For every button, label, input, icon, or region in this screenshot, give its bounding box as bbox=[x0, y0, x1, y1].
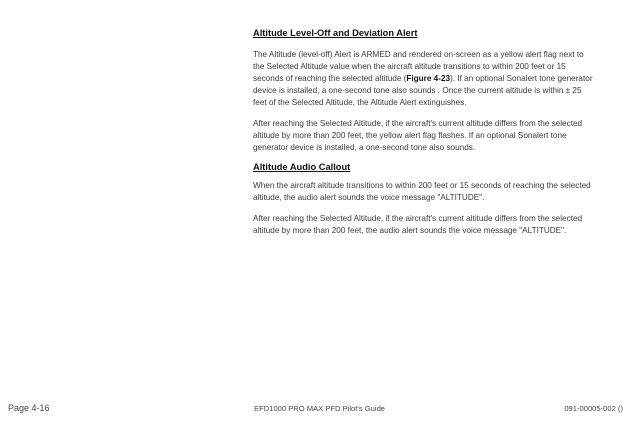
paragraph-deviation-alert: After reaching the Selected Altitude, if the aircraft's current altitude differs from the selected altitude by more than 200 feet, the yellow alert flag flashes. If an optional Sonalert tone generator device is installed, a one-second tone also sounds. bbox=[253, 119, 583, 152]
page-number: Page 4-16 bbox=[8, 403, 50, 413]
section-heading-audio-callout: Altitude Audio Callout bbox=[253, 162, 351, 172]
figure-reference: Figure 4-23 bbox=[406, 74, 451, 83]
paragraph-text: ). If an optional Sonalert tone generator device is installed, a one-second tone also sounds . Once the current altitude is within ± 25 feet of the Selected Altitude, the Altitude Alert extinguishes. bbox=[253, 74, 593, 107]
document-number: 091-00005-002 () bbox=[564, 404, 623, 413]
document-body bbox=[253, 27, 593, 237]
guide-title: EFD1000 PRO MAX PFD Pilot's Guide bbox=[254, 404, 386, 413]
paragraph-audio-callout-transition: When the aircraft altitude transitions to within 200 feet or 15 seconds of reaching the selected altitude, the audio alert sounds the voice message "ALTITUDE". bbox=[253, 181, 591, 202]
section-heading-level-off-alert: Altitude Level-Off and Deviation Alert bbox=[253, 28, 418, 38]
paragraph-level-off-alert-armed bbox=[253, 49, 593, 109]
paragraph-text: The Altitude (level-off) Alert is ARMED and rendered on-screen as a yellow alert flag next to the Selected Altitude value when the aircraft altitude transitions to within 200 feet or 15 seconds of reaching the selected altitude ( bbox=[253, 50, 584, 83]
paragraph-audio-callout-deviation: After reaching the Selected Altitude, if the aircraft's current altitude differs from the selected altitude by more than 200 feet, the audio alert sounds the voice message "ALTITUDE". bbox=[253, 214, 583, 235]
